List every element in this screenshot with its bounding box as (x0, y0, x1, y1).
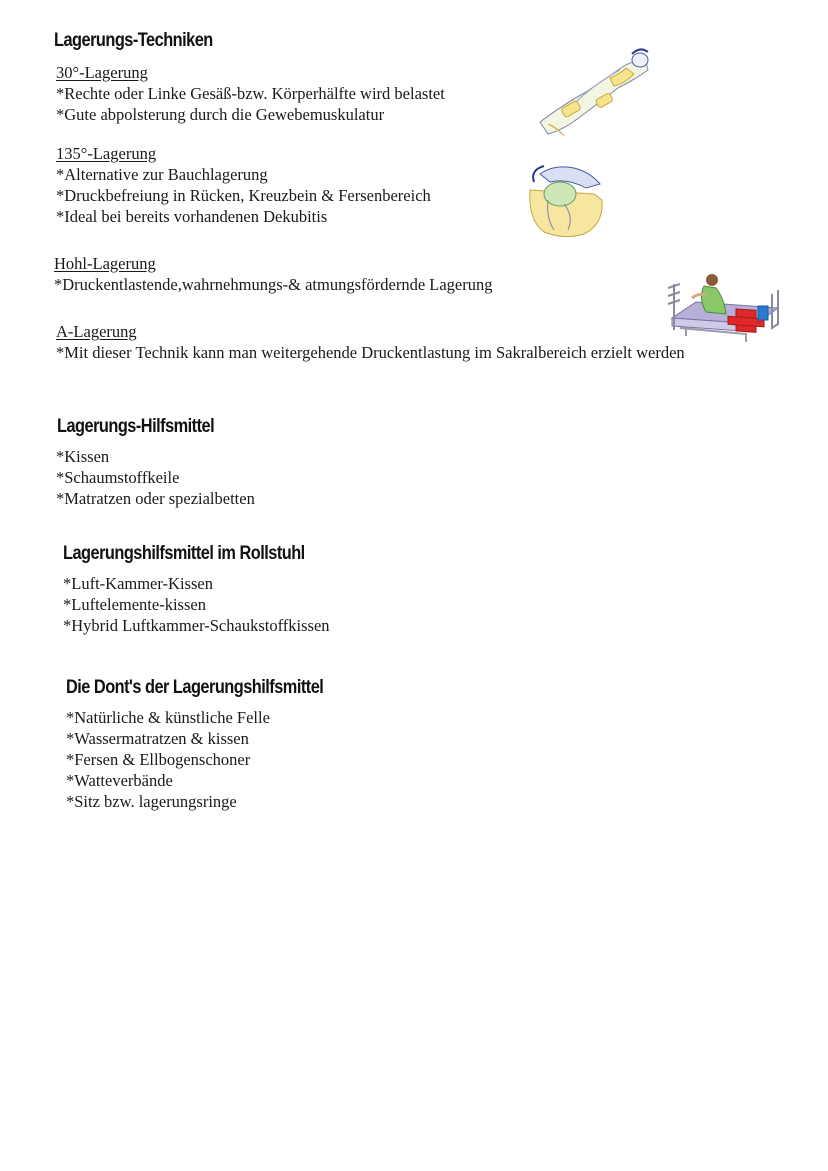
item-a-lagerung (56, 321, 685, 363)
item-heading: 135°-Lagerung (56, 144, 157, 163)
section-title-hilfsmittel: Lagerungs-Hilfsmittel (57, 416, 215, 437)
list-item: *Luftelemente-kissen (63, 595, 206, 614)
item-30-lagerung (56, 62, 445, 125)
list-item: *Schaumstoffkeile (56, 468, 180, 487)
list-item: *Fersen & Ellbogenschoner (66, 750, 251, 769)
item-line: *Druckbefreiung in Rücken, Kreuzbein & Fersenbereich (56, 186, 431, 205)
list-item: *Wassermatratzen & kissen (66, 729, 249, 748)
item-heading: A-Lagerung (56, 322, 137, 341)
item-line: *Druckentlastende,wahrnehmungs-& atmungsfördernde Lagerung (54, 275, 493, 294)
list-hilfsmittel (56, 446, 255, 509)
item-line: *Gute abpolsterung durch die Gewebemuskulatur (56, 105, 385, 124)
list-item: *Watteverbände (66, 771, 173, 790)
list-item: *Natürliche & künstliche Felle (66, 708, 270, 727)
list-donts (66, 707, 270, 812)
list-item: *Sitz bzw. lagerungsringe (66, 792, 237, 811)
section-title-donts: Die Dont's der Lagerungshilfsmittel (66, 677, 324, 698)
patient-135-degree-illustration (524, 160, 608, 240)
list-item: *Hybrid Luftkammer-Schaukstoffkissen (63, 616, 330, 635)
item-heading: Hohl-Lagerung (54, 254, 156, 273)
item-line: *Mit dieser Technik kann man weitergehende Druckentlastung im Sakralbereich erzielt werden (56, 343, 685, 362)
item-heading: 30°-Lagerung (56, 63, 148, 82)
section-title-techniken: Lagerungs-Techniken (54, 30, 213, 51)
item-line: *Rechte oder Linke Gesäß-bzw. Körperhälfte wird belastet (56, 84, 445, 103)
item-135-lagerung (56, 143, 431, 227)
item-hohl-lagerung (54, 253, 492, 295)
section-title-rollstuhl: Lagerungshilfsmittel im Rollstuhl (63, 543, 305, 564)
item-line: *Ideal bei bereits vorhandenen Dekubitis (56, 207, 328, 226)
list-item: *Luft-Kammer-Kissen (63, 574, 213, 593)
patient-30-degree-illustration (534, 44, 654, 138)
list-rollstuhl (63, 573, 330, 636)
list-item: *Kissen (56, 447, 110, 466)
item-line: *Alternative zur Bauchlagerung (56, 165, 268, 184)
patient-bed-illustration (666, 268, 786, 354)
list-item: *Matratzen oder spezialbetten (56, 489, 255, 508)
